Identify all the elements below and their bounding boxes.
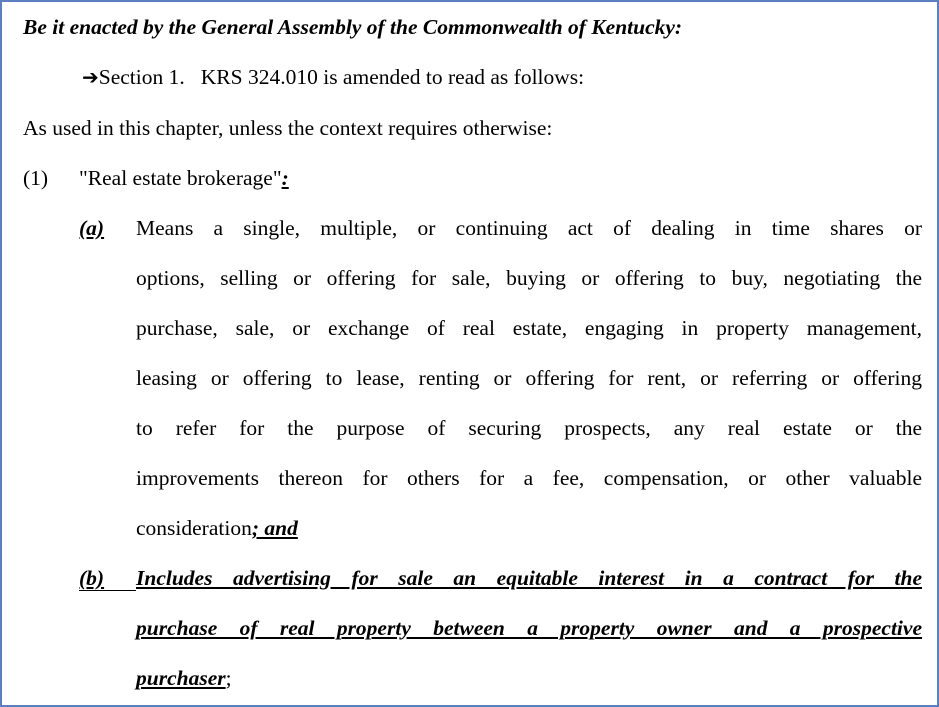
item-b-marker: (b): [79, 566, 105, 590]
item-a-last-text: consideration: [136, 516, 252, 540]
section-heading: [82, 64, 584, 91]
item-b-marker-gap-underline: [79, 590, 136, 591]
item-a-line: to refer for the purpose of securing prospects, any real estate or the: [136, 416, 922, 440]
item-b-line: purchase of real property between a property owner and a prospective: [136, 616, 922, 640]
definition-1: [23, 165, 289, 191]
item-a-line: leasing or offering to lease, renting or offering for rent, or referring or offering: [136, 366, 922, 390]
item-a-last-line: [136, 515, 922, 541]
item-a-line: purchase, sale, or exchange of real estate, engaging in property management,: [136, 316, 922, 340]
item-a-marker: (a): [79, 216, 105, 240]
item-b-last-line: [136, 665, 922, 691]
item-a-line: options, selling or offering for sale, buying or offering to buy, negotiating the: [136, 266, 922, 290]
intro-text: As used in this chapter, unless the context requires otherwise:: [23, 116, 553, 140]
inserted-colon: :: [281, 166, 289, 190]
item-a-line: Means a single, multiple, or continuing act of dealing in time shares or: [136, 216, 922, 240]
section-label: Section 1.: [98, 65, 185, 89]
item-b-last-text: purchaser: [136, 666, 226, 690]
enacting-clause: Be it enacted by the General Assembly of the Commonwealth of Kentucky:: [23, 15, 683, 39]
right-arrow-icon: ➔: [82, 67, 99, 89]
item-b-suffix: ;: [225, 666, 232, 690]
item-a-line: improvements thereon for others for a fee, compensation, or other valuable: [136, 466, 922, 490]
inserted-and: ; and: [251, 516, 298, 540]
section-text: KRS 324.010 is amended to read as follows:: [200, 65, 585, 89]
definition-number: (1): [23, 166, 49, 190]
definition-term: "Real estate brokerage": [79, 166, 282, 190]
item-b-line: Includes advertising for sale an equitable interest in a contract for the: [136, 566, 922, 590]
